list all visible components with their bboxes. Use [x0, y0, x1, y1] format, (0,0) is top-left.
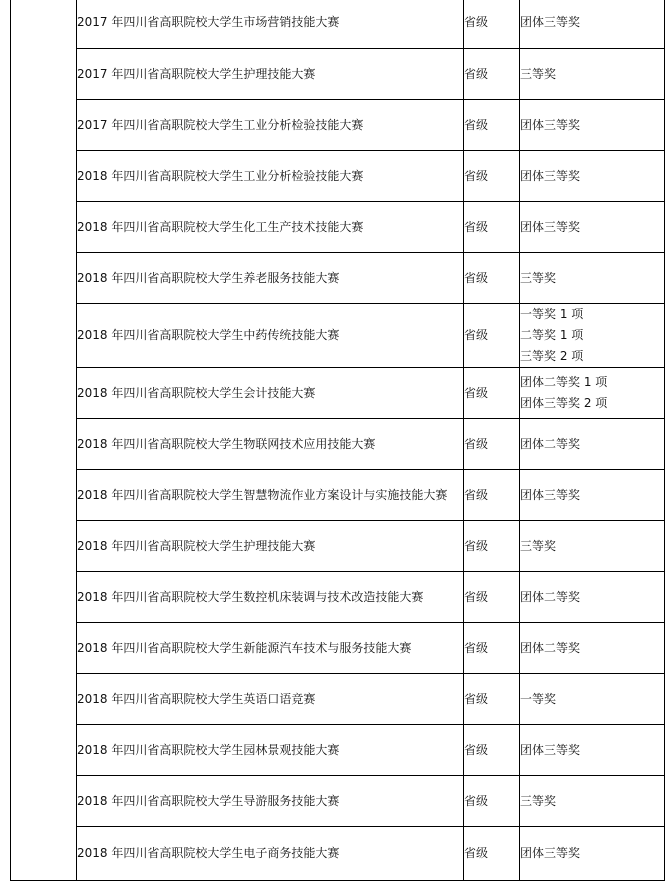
- competition-name-cell: 2018 年四川省高职院校大学生导游服务技能大赛: [77, 776, 464, 827]
- award-line: 团体二等奖: [520, 436, 581, 451]
- table-row: [11, 0, 665, 49]
- table-row: [11, 253, 665, 304]
- competition-level-cell: 省级: [464, 827, 520, 881]
- table-row: [11, 49, 665, 100]
- award-cell: [520, 827, 665, 881]
- award-line: 团体三等奖: [520, 487, 581, 502]
- competition-name-cell: 2018 年四川省高职院校大学生中药传统技能大赛: [77, 304, 464, 368]
- award-line: 一等奖: [520, 691, 557, 706]
- award-line: 团体三等奖: [520, 846, 581, 860]
- competition-name-cell: 2018 年四川省高职院校大学生护理技能大赛: [77, 521, 464, 572]
- competition-name-cell: 2018 年四川省高职院校大学生智慧物流作业方案设计与实施技能大赛: [77, 470, 464, 521]
- table-row: [11, 827, 665, 881]
- award-cell: [520, 776, 665, 827]
- table-row: [11, 572, 665, 623]
- table-row: [11, 725, 665, 776]
- competition-name-cell: 2018 年四川省高职院校大学生新能源汽车技术与服务技能大赛: [77, 623, 464, 674]
- table-row: [11, 776, 665, 827]
- competition-level-cell: 省级: [464, 0, 520, 49]
- competition-name-cell: 2018 年四川省高职院校大学生工业分析检验技能大赛: [77, 151, 464, 202]
- competition-level-cell: 省级: [464, 368, 520, 419]
- table-row: [11, 151, 665, 202]
- award-cell: [520, 49, 665, 100]
- award-line: 三等奖: [520, 538, 557, 553]
- competition-name-cell: 2017 年四川省高职院校大学生市场营销技能大赛: [77, 0, 464, 49]
- award-line: 团体三等奖 2 项: [520, 396, 608, 410]
- competition-level-cell: 省级: [464, 151, 520, 202]
- award-line: 三等奖: [520, 66, 557, 81]
- competition-name-cell: 2017 年四川省高职院校大学生工业分析检验技能大赛: [77, 100, 464, 151]
- table-row: [11, 304, 665, 368]
- competition-level-cell: 省级: [464, 521, 520, 572]
- award-line: 三等奖: [520, 270, 557, 285]
- award-line: 团体二等奖: [520, 640, 581, 655]
- table-row: [11, 470, 665, 521]
- award-line: 三等奖: [520, 793, 557, 808]
- competition-level-cell: 省级: [464, 776, 520, 827]
- award-line: 团体三等奖: [520, 117, 581, 132]
- award-line: 团体三等奖: [520, 742, 581, 757]
- award-cell: [520, 0, 665, 49]
- award-cell: [520, 521, 665, 572]
- award-line: 团体二等奖: [520, 589, 581, 604]
- table-row: [11, 100, 665, 151]
- table-row: [11, 674, 665, 725]
- award-cell: [520, 202, 665, 253]
- competition-level-cell: 省级: [464, 49, 520, 100]
- award-cell: [520, 304, 665, 368]
- award-cell: [520, 470, 665, 521]
- competition-name-cell: 2018 年四川省高职院校大学生物联网技术应用技能大赛: [77, 419, 464, 470]
- award-cell: [520, 253, 665, 304]
- award-line: 团体三等奖: [520, 15, 581, 29]
- competition-level-cell: 省级: [464, 623, 520, 674]
- competition-level-cell: 省级: [464, 572, 520, 623]
- award-cell: [520, 674, 665, 725]
- award-line: 一等奖 1 项: [520, 307, 584, 321]
- award-cell: [520, 623, 665, 674]
- competition-level-cell: 省级: [464, 674, 520, 725]
- award-line: 二等奖 1 项: [520, 328, 584, 342]
- competition-name-cell: 2018 年四川省高职院校大学生园林景观技能大赛: [77, 725, 464, 776]
- award-line: 三等奖 2 项: [520, 349, 584, 363]
- competition-level-cell: 省级: [464, 253, 520, 304]
- table-row: [11, 368, 665, 419]
- award-cell: [520, 725, 665, 776]
- award-line: 团体三等奖: [520, 168, 581, 183]
- award-line: 团体二等奖 1 项: [520, 375, 608, 389]
- award-cell: [520, 419, 665, 470]
- competition-name-cell: 2018 年四川省高职院校大学生英语口语竞赛: [77, 674, 464, 725]
- competition-level-cell: 省级: [464, 470, 520, 521]
- award-cell: [520, 151, 665, 202]
- competition-level-cell: 省级: [464, 100, 520, 151]
- competition-name-cell: 2017 年四川省高职院校大学生护理技能大赛: [77, 49, 464, 100]
- award-cell: [520, 100, 665, 151]
- competition-level-cell: 省级: [464, 419, 520, 470]
- competition-level-cell: 省级: [464, 304, 520, 368]
- award-cell: [520, 572, 665, 623]
- merged-category-cell: [11, 0, 77, 881]
- award-cell: [520, 368, 665, 419]
- competition-name-cell: 2018 年四川省高职院校大学生化工生产技术技能大赛: [77, 202, 464, 253]
- competition-level-cell: 省级: [464, 725, 520, 776]
- competition-name-cell: 2018 年四川省高职院校大学生数控机床装调与技术改造技能大赛: [77, 572, 464, 623]
- table-row: [11, 202, 665, 253]
- awards-table-body: [11, 0, 665, 881]
- table-row: [11, 521, 665, 572]
- awards-table: [10, 0, 665, 881]
- competition-name-cell: 2018 年四川省高职院校大学生养老服务技能大赛: [77, 253, 464, 304]
- table-row: [11, 419, 665, 470]
- table-row: [11, 623, 665, 674]
- competition-name-cell: 2018 年四川省高职院校大学生电子商务技能大赛: [77, 827, 464, 881]
- competition-level-cell: 省级: [464, 202, 520, 253]
- competition-name-cell: 2018 年四川省高职院校大学生会计技能大赛: [77, 368, 464, 419]
- award-line: 团体三等奖: [520, 219, 581, 234]
